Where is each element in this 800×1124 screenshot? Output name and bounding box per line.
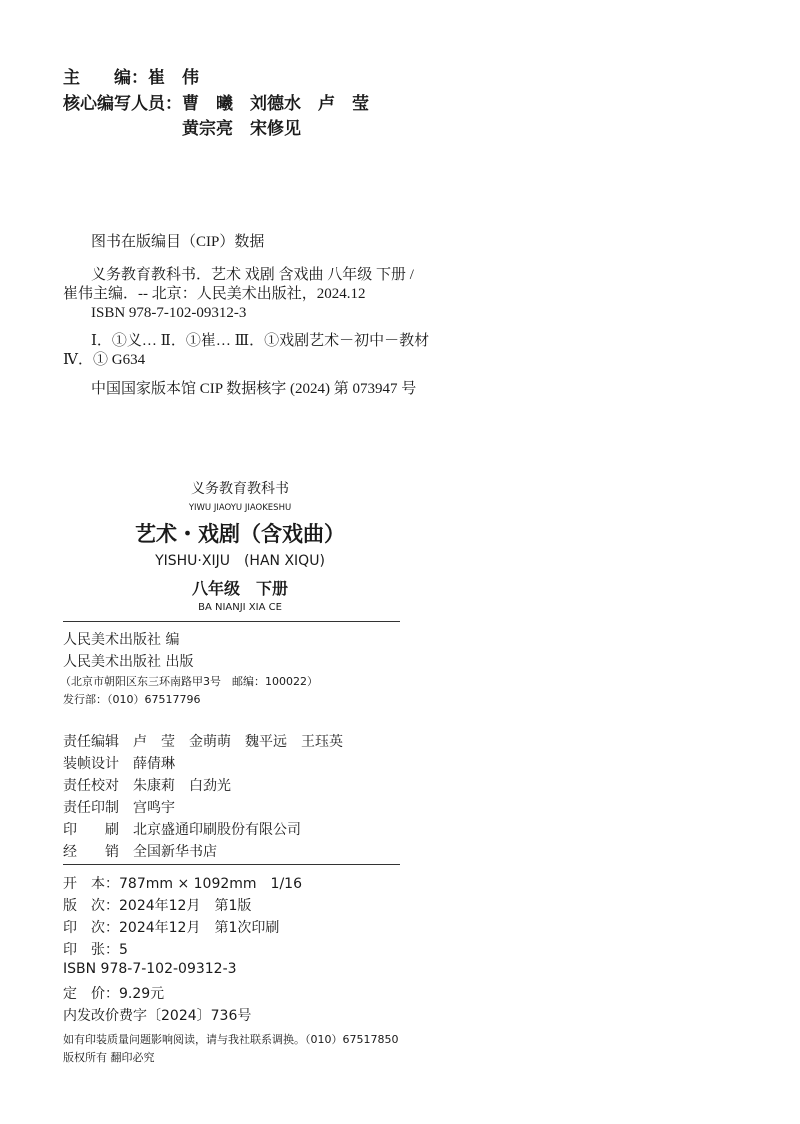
sales-department-phone: 发行部：（010）67517796 [63,693,201,706]
cip-classification: Ⅰ．①义… Ⅱ．①崔… Ⅲ．①戏剧艺术－初中－教材 [91,333,430,349]
staff-role: 责任校对 [63,778,119,794]
spec-value: 787mm × 1092mm 1/16 [119,876,302,892]
price: 9.29元 [119,986,165,1002]
cip-isbn: ISBN 978-7-102-09312-3 [91,305,247,321]
chief-editor-label: 主 编： [63,68,148,88]
series-title-pinyin: YIWU JIAOYU JIAOKESHU [188,503,292,513]
chief-editor-line [63,63,199,88]
staff-names: 宫鸣宇 [133,800,175,816]
spec-row [63,895,251,915]
staff-role: 经 销 [63,844,119,860]
cip-classification-code: Ⅳ．① G634 [63,352,146,368]
spec-row [63,983,164,1003]
spec-label: 定 价： [63,986,119,1002]
spec-row [63,917,279,937]
staff-names: 朱康莉 白劲光 [133,778,231,794]
staff-row [63,753,175,773]
cip-approval-number: 中国国家版本馆 CIP 数据核字 (2024) 第 073947 号 [91,381,417,397]
staff-role: 责任编辑 [63,734,119,750]
spec-value: 2024年12月 第1版 [119,898,252,914]
publisher-address: （北京市朝阳区东三环南路甲3号 邮编：100022） [60,675,318,688]
spec-value: 2024年12月 第1次印刷 [119,920,280,936]
quality-notice: 如有印装质量问题影响阅读，请与我社联系调换。（010）67517850 [63,1033,399,1046]
core-writers-line [63,89,369,114]
core-writers-label: 核心编写人员： [63,94,182,114]
spec-label: 版 次： [63,898,119,914]
published-by: 人民美术出版社 出版 [63,654,194,670]
staff-names: 全国新华书店 [133,844,217,860]
staff-names: 卢 莹 金萌萌 魏平远 王珏英 [133,734,343,750]
core-writers-names-1: 曹 曦 刘德水 卢 莹 [182,94,369,114]
spec-row [63,939,128,959]
grade-volume-pinyin: BA NIANJI XIA CE [198,602,282,613]
cip-line: 崔伟主编．-- 北京：人民美术出版社，2024.12 [63,286,366,302]
series-title: 义务教育教科书 [191,481,289,497]
spec-label: 印 次： [63,920,119,936]
divider [63,621,400,622]
cip-line: 义务教育教科书．艺术 戏剧 含戏曲 八年级 下册 / [91,267,414,283]
spec-row [63,961,237,977]
staff-names: 薛倩琳 [133,756,175,772]
staff-names: 北京盛通印刷股份有限公司 [133,822,301,838]
spec-row [63,1005,251,1025]
spec-label: 印 张： [63,942,119,958]
staff-role: 责任印制 [63,800,119,816]
staff-row [63,797,175,817]
staff-role: 印 刷 [63,822,119,838]
staff-row [63,841,217,861]
book-title: 艺术・戏剧（含戏曲） [135,522,345,546]
divider [63,864,400,865]
core-writers-names-2: 黄宗亮 宋修见 [182,119,301,139]
edited-by: 人民美术出版社 编 [63,632,180,648]
spec-label: 开 本： [63,876,119,892]
copyright-notice: 版权所有 翻印必究 [63,1051,155,1064]
spec-value: 5 [119,942,128,958]
chief-editor-name: 崔 伟 [148,68,199,88]
staff-row [63,731,343,751]
isbn: ISBN 978-7-102-09312-3 [63,961,237,977]
grade-volume: 八年级 下册 [191,579,288,598]
cip-heading: 图书在版编目（CIP）数据 [91,234,265,250]
price-approval-number: 内发改价费字〔2024〕736号 [63,1008,252,1024]
staff-row [63,775,231,795]
book-title-pinyin: YISHU·XIJU (HAN XIQU) [155,553,325,569]
spec-row [63,873,302,893]
staff-role: 装帧设计 [63,756,119,772]
staff-row [63,819,301,839]
